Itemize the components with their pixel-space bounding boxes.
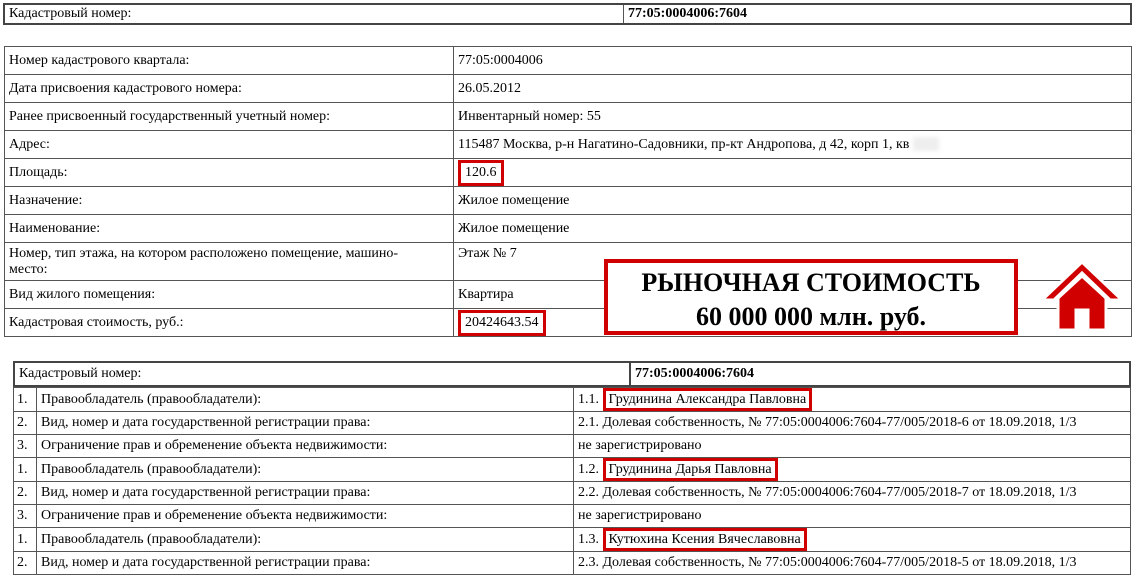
detail-label: Площадь:	[5, 159, 454, 187]
right-value: Долевая собственность, № 77:05:0004006:7604-77/005/2018-7 от 18.09.2018, 1/3	[602, 485, 1077, 500]
detail-value: Этаж № 7	[454, 243, 1132, 281]
right-value-cell	[574, 482, 1131, 505]
row-number: 2.	[14, 412, 37, 435]
right-label: Ограничение прав и обременение объекта недвижимости:	[37, 435, 574, 458]
owner-name-highlight: Кутюхина Ксения Вячеславовна	[603, 528, 807, 551]
table-row	[14, 482, 1131, 505]
detail-label: Номер кадастрового квартала:	[5, 47, 454, 75]
row-number: 2.	[14, 482, 37, 505]
table-row	[14, 412, 1131, 435]
right-prefix: 2.3.	[578, 555, 599, 570]
table-row	[5, 215, 1132, 243]
detail-label: Адрес:	[5, 131, 454, 159]
right-value: Долевая собственность, № 77:05:0004006:7604-77/005/2018-6 от 18.09.2018, 1/3	[602, 415, 1077, 430]
house-icon	[1040, 258, 1124, 334]
table-row	[14, 505, 1131, 528]
table-row	[5, 131, 1132, 159]
cadastral-label: Кадастровый номер:	[14, 362, 630, 386]
table-row	[5, 75, 1132, 103]
right-prefix: 1.3.	[578, 532, 599, 547]
right-prefix: 2.2.	[578, 485, 599, 500]
floor-label-line1: Номер, тип этажа, на котором расположено помещение, машино-	[9, 246, 399, 261]
right-value: Долевая собственность, № 77:05:0004006:7604-77/005/2018-5 от 18.09.2018, 1/3	[602, 555, 1077, 570]
detail-value: Квартира	[454, 281, 1132, 309]
right-value: не зарегистрировано	[574, 505, 1131, 528]
cadastral-value: 77:05:0004006:7604	[624, 4, 1132, 24]
detail-value: Жилое помещение	[454, 187, 1132, 215]
table-row	[14, 388, 1131, 412]
right-label: Вид, номер и дата государственной регистрации права:	[37, 482, 574, 505]
detail-label: Наименование:	[5, 215, 454, 243]
table-row	[5, 187, 1132, 215]
right-label: Правообладатель (правообладатели):	[37, 528, 574, 552]
right-label: Вид, номер и дата государственной регистрации права:	[37, 552, 574, 575]
row-number: 3.	[14, 505, 37, 528]
detail-value: Инвентарный номер: 55	[454, 103, 1132, 131]
table-row	[14, 528, 1131, 552]
right-value-cell	[574, 412, 1131, 435]
detail-label: Вид жилого помещения:	[5, 281, 454, 309]
table-row	[14, 458, 1131, 482]
owner-name-highlight: Грудинина Дарья Павловна	[603, 458, 778, 481]
table-row	[5, 103, 1132, 131]
right-prefix: 1.2.	[578, 462, 599, 477]
right-label: Правообладатель (правообладатели):	[37, 458, 574, 482]
detail-label: Назначение:	[5, 187, 454, 215]
right-value-cell	[574, 528, 1131, 552]
detail-label: Ранее присвоенный государственный учетный номер:	[5, 103, 454, 131]
owner-name-highlight: Грудинина Александра Павловна	[603, 388, 813, 411]
right-prefix: 2.1.	[578, 415, 599, 430]
redacted-block	[913, 137, 939, 151]
row-number: 3.	[14, 435, 37, 458]
address-cell	[454, 131, 1132, 159]
right-value: не зарегистрировано	[574, 435, 1131, 458]
cadastral-value: 77:05:0004006:7604	[630, 362, 1130, 386]
address-value: 115487 Москва, р-н Нагатино-Садовники, пр-кт Андропова, д 42, корп 1, кв	[458, 136, 910, 152]
cadastral-header-rights	[13, 361, 1131, 387]
detail-value: Жилое помещение	[454, 215, 1132, 243]
row-number: 1.	[14, 388, 37, 412]
table-row	[5, 159, 1132, 187]
right-value-cell	[574, 458, 1131, 482]
market-value-amount: 60 000 000 млн. руб.	[695, 302, 927, 331]
area-value-highlight: 120.6	[458, 160, 504, 186]
cadastral-label: Кадастровый номер:	[4, 4, 624, 24]
detail-label: Кадастровая стоимость, руб.:	[5, 309, 454, 337]
detail-value: 26.05.2012	[454, 75, 1132, 103]
row-number: 2.	[14, 552, 37, 575]
detail-value: 77:05:0004006	[454, 47, 1132, 75]
row-number: 1.	[14, 528, 37, 552]
area-cell	[454, 159, 1132, 187]
right-label: Вид, номер и дата государственной регистрации права:	[37, 412, 574, 435]
floor-label-line2: место:	[9, 262, 48, 277]
cadastral-cost-highlight: 20424643.54	[458, 310, 546, 336]
table-row	[14, 552, 1131, 575]
table-row	[5, 47, 1132, 75]
right-label: Правообладатель (правообладатели):	[37, 388, 574, 412]
detail-label	[5, 243, 454, 281]
cadastral-header-top	[3, 3, 1132, 25]
market-value-title: РЫНОЧНАЯ СТОИМОСТЬ	[641, 268, 981, 297]
right-value-cell	[574, 388, 1131, 412]
rights-table	[13, 387, 1131, 575]
row-number: 1.	[14, 458, 37, 482]
table-row	[14, 435, 1131, 458]
right-value-cell	[574, 552, 1131, 575]
detail-label: Дата присвоения кадастрового номера:	[5, 75, 454, 103]
right-label: Ограничение прав и обременение объекта недвижимости:	[37, 505, 574, 528]
right-prefix: 1.1.	[578, 392, 599, 407]
market-value-banner	[604, 259, 1018, 335]
